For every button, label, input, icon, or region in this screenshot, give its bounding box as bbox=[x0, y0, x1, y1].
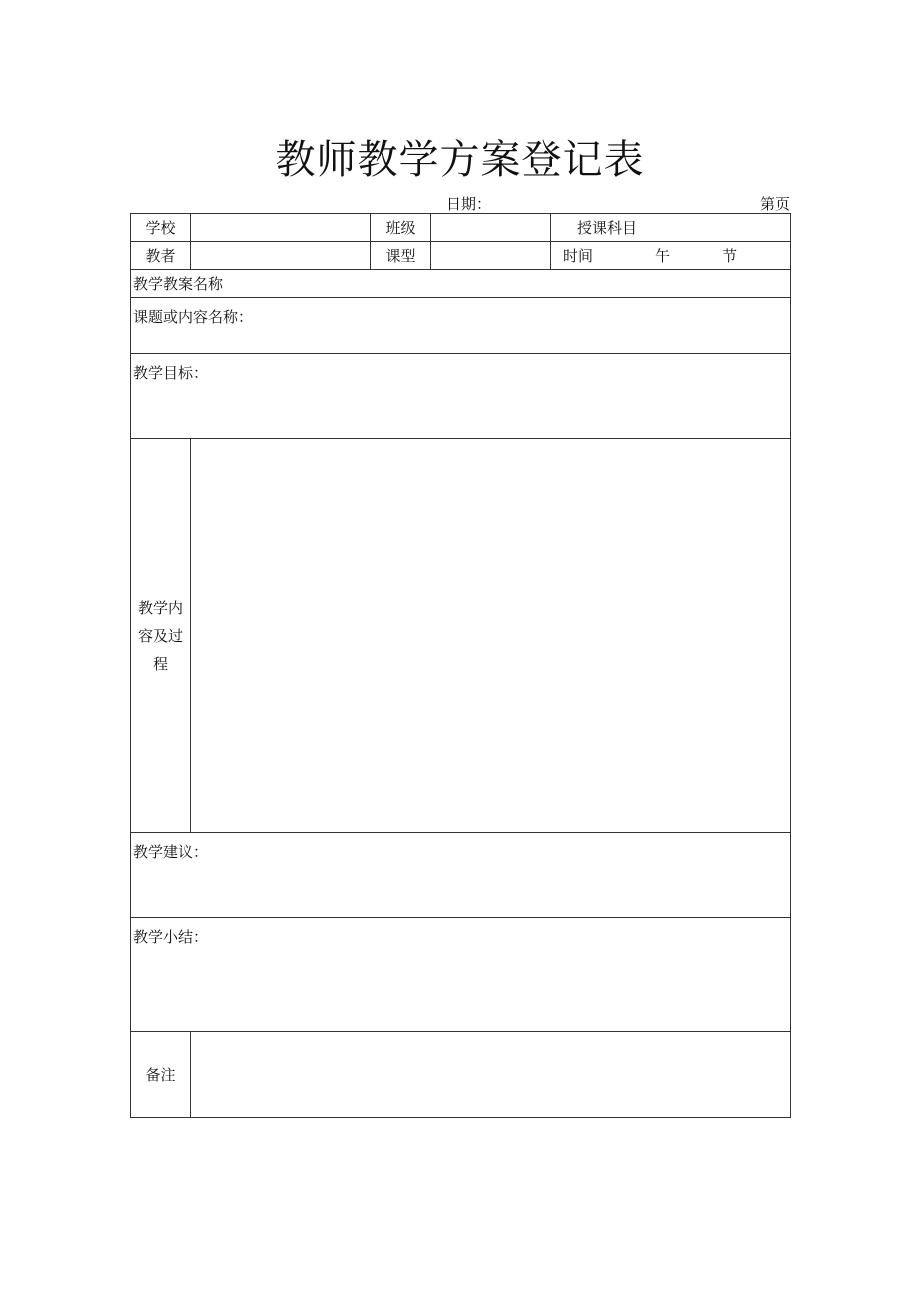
form-row-objective bbox=[131, 354, 791, 439]
document-title: 教师教学方案登记表 bbox=[275, 137, 645, 183]
form-row-process bbox=[131, 439, 791, 833]
process-label-line: 教学内 bbox=[137, 598, 183, 617]
time-cell[interactable] bbox=[551, 242, 791, 270]
teacher-field[interactable] bbox=[191, 242, 371, 270]
form-row-summary bbox=[131, 918, 791, 1032]
suggestion-label[interactable]: 教学建议： bbox=[131, 833, 791, 918]
time-label: 时间 bbox=[563, 247, 594, 265]
objective-label[interactable]: 教学目标： bbox=[131, 354, 791, 439]
process-label bbox=[131, 439, 191, 833]
remarks-field[interactable] bbox=[191, 1032, 791, 1118]
process-label-line: 程 bbox=[152, 654, 168, 673]
teacher-label: 教者 bbox=[131, 242, 191, 270]
process-label-line: 容及过 bbox=[137, 626, 183, 645]
class-label: 班级 bbox=[371, 214, 431, 242]
registration-form-table bbox=[130, 213, 791, 1118]
remarks-label: 备注 bbox=[131, 1032, 191, 1118]
process-field[interactable] bbox=[191, 439, 791, 833]
subject-label: 授课科目 bbox=[551, 214, 791, 242]
page-number-label: 第页 bbox=[760, 195, 791, 213]
date-label: 日期： bbox=[446, 195, 492, 213]
plan-name-label[interactable]: 教学教案名称 bbox=[131, 270, 791, 298]
form-row-suggestion bbox=[131, 833, 791, 918]
school-field[interactable] bbox=[191, 214, 371, 242]
lesson-type-field[interactable] bbox=[431, 242, 551, 270]
lesson-type-label: 课型 bbox=[371, 242, 431, 270]
form-row-teacher bbox=[131, 242, 791, 270]
class-field[interactable] bbox=[431, 214, 551, 242]
form-row-topic bbox=[131, 298, 791, 354]
form-row-remarks bbox=[131, 1032, 791, 1118]
topic-label[interactable]: 课题或内容名称： bbox=[131, 298, 791, 354]
form-row-school bbox=[131, 214, 791, 242]
form-row-plan-name bbox=[131, 270, 791, 298]
school-label: 学校 bbox=[131, 214, 191, 242]
section-label: 节 bbox=[722, 247, 738, 265]
summary-label[interactable]: 教学小结： bbox=[131, 918, 791, 1032]
noon-label: 午 bbox=[655, 247, 671, 265]
